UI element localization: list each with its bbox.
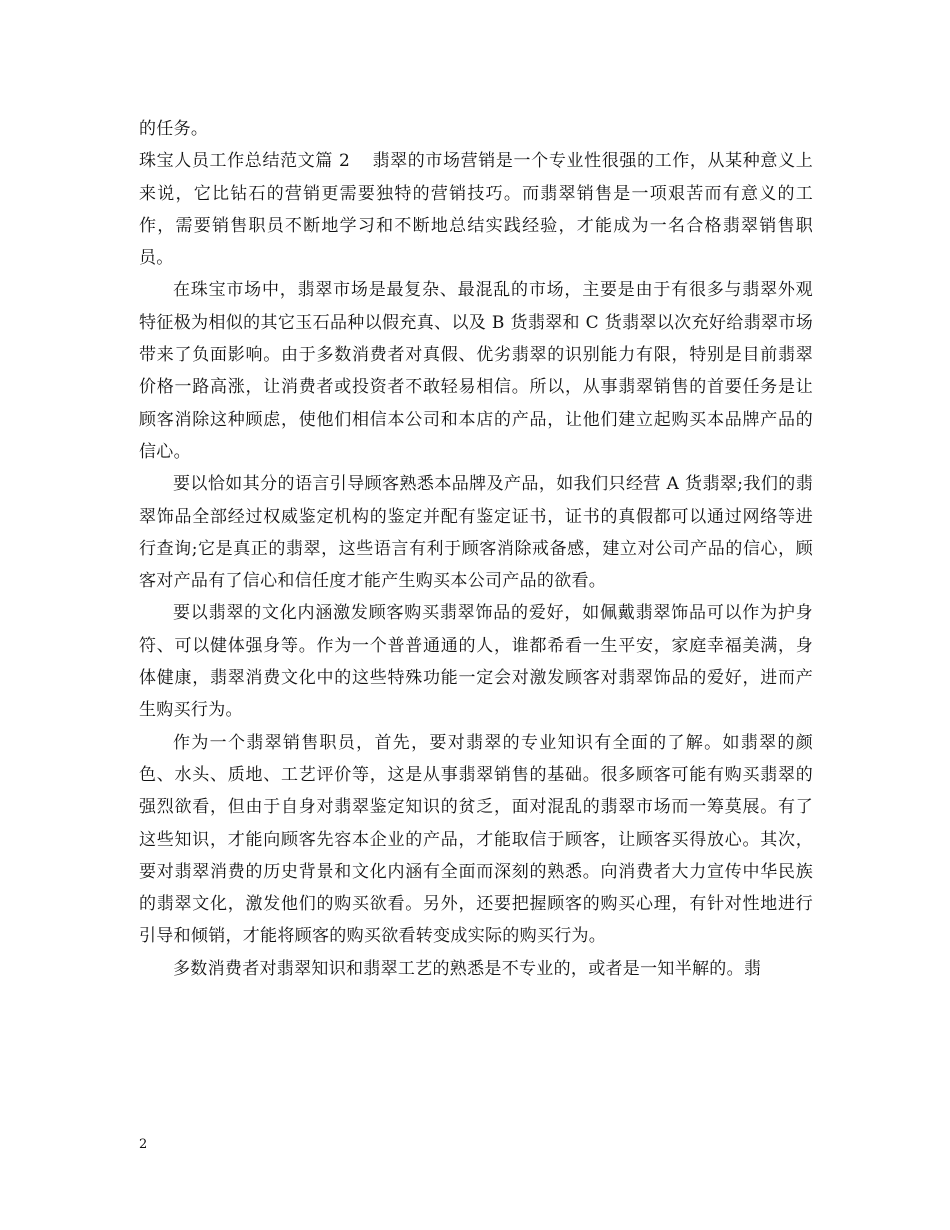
section-opening: 翡翠的市场营销是一个专业性很强的工作，从某种意义上来说，它比钻石的营销更需要独特的营销技巧。而翡翠销售是一项艰苦而有意义的工作，需要销售职员不断地学习和不断地总结实践经验，才能成为一名合格翡翠销售职员。: [139, 151, 814, 269]
lead-fragment: 的任务。: [139, 119, 209, 139]
paragraph-consumers: 多数消费者对翡翠知识和翡翠工艺的熟悉是不专业的，或者是一知半解的。翡: [173, 958, 762, 979]
page-number: 2: [139, 1137, 148, 1152]
section-intro: [139, 145, 813, 274]
section-title: 珠宝人员工作总结范文篇 2: [139, 151, 351, 172]
paragraph-culture: 要以翡翠的文化内涵激发顾客购买翡翠饰品的爱好，如佩戴翡翠饰品可以作为护身符、可以健体强身等。作为一个普普通通的人，谁都希看一生平安，家庭幸福美满，身体健康，翡翠消费文化中的这些特殊功能一定会对激发顾客对翡翠饰品的爱好，进而产生购买行为。: [139, 603, 813, 721]
body-text: [139, 113, 813, 985]
paragraph-market: 在珠宝市场中，翡翠市场是最复杂、最混乱的市场，主要是由于有很多与翡翠外观特征极为相似的其它玉石品种以假充真、以及 B 货翡翠和 C 货翡翠以次充好给翡翠市场带来了负面影响。由于多数消费者对真假、优劣翡翠的识别能力有限，特别是目前翡翠价格一路高涨，让消费者或投资者不敢轻易相信。所以，从事翡翠销售的首要任务是让顾客消除这种顾虑，使他们相信本公司和本店的产品，让他们建立起购买本品牌产品的信心。: [139, 280, 813, 462]
paragraph-language: 要以恰如其分的语言引导顾客熟悉本品牌及产品，如我们只经营 A 货翡翠;我们的翡翠饰品全部经过权威鉴定机构的鉴定并配有鉴定证书，证书的真假都可以通过网络等进行查询;它是真正的翡翠，这些语言有利于顾客消除戒备感，建立对公司产品的信心，顾客对产品有了信心和信任度才能产生购买本公司产品的欲看。: [139, 474, 813, 592]
paragraph-knowledge: 作为一个翡翠销售职员，首先，要对翡翠的专业知识有全面的了解。如翡翠的颜色、水头、质地、工艺评价等，这是从事翡翠销售的基础。很多顾客可能有购买翡翠的强烈欲看，但由于自身对翡翠鉴定知识的贫乏，面对混乱的翡翠市场而一筹莫展。有了这些知识，才能向顾客先容本企业的产品，才能取信于顾客，让顾客买得放心。其次，要对翡翠消费的历史背景和文化内涵有全面而深刻的熟悉。向消费者大力宣传中华民族的翡翠文化，激发他们的购买欲看。另外，还要把握顾客的购买心理，有针对性地进行引导和倾销，才能将顾客的购买欲看转变成实际的购买行为。: [139, 732, 813, 947]
